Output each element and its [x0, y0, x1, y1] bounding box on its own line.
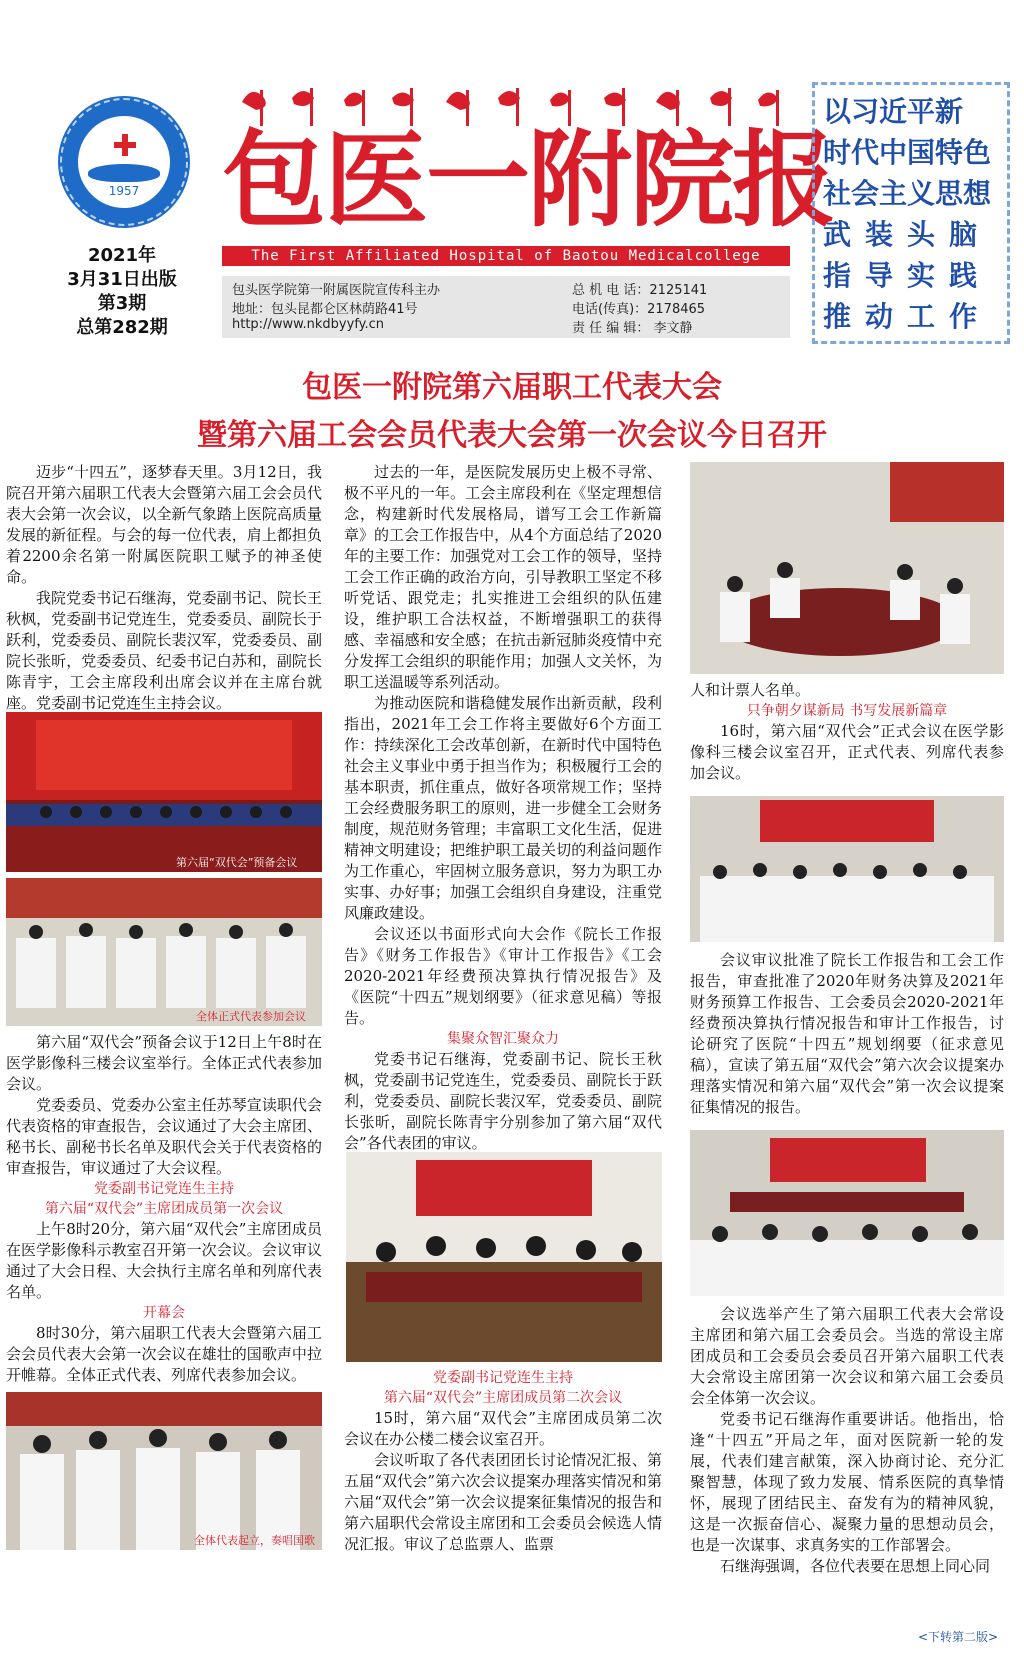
paragraph: 过去的一年，是医院发展历史上极不寻常、极不平凡的一年。工会主席段利在《坚定理想信念，构建新时代发展格局，谱写工会工作新篇章》的工会工作报告中，从4个方面总结了2020年的主要工作：加强党对工会工作的领导，坚持工会工作正确的政治方向，引导教职工坚定不移听党话、跟党走；扎实推进工会组织的队伍建设，维护职工合法权益，不断增强职工的获得感、幸福感和安全感；在抗击新冠肺炎疫情中充分发挥工会组织的职能作用；加强人文关怀，为职工送温暖等系列活动。 — [344, 463, 662, 691]
photo-delegates — [6, 878, 322, 1026]
subheading: 开幕会 — [143, 1305, 185, 1321]
continued-on-page-2-link[interactable]: <下转第二版> — [918, 1630, 999, 1644]
paragraph: 16时，第六届“双代会”正式会议在医学影像科三楼会议室召开，正式代表、列席代表参加会议。 — [690, 722, 1004, 782]
slogan-line: 武装头脑 — [823, 218, 992, 251]
paragraph: 党委书记石继海作重要讲话。他指出，恰逢“十四五”开局之年，面对医院新一轮的发展，代表们建言献策，深入协商讨论、充分汇聚智慧，体现了致力发展、情系医院的真挚情怀，展现了团结民主、奋发有为的精神风貌，这是一次振奋信心、凝聚力量的思想动员会，也是一次谋事、求真务实的工作部署会。 — [690, 1410, 1004, 1554]
subheading: 集聚众智汇聚众力 — [447, 1031, 559, 1047]
column-3-bottom — [690, 1304, 1004, 1577]
subheading: 党委副书记党连生主持 — [94, 1181, 234, 1197]
column-2-top — [344, 462, 662, 1154]
paragraph: 党委委员、党委办公室主任苏琴宣读职代会代表资格的审查报告，会议通过了大会主席团、秘书长、副秘书长名单及职代会关于代表资格的审查报告，审议通过了大会议程。 — [6, 1096, 322, 1177]
photo-election — [690, 1130, 1004, 1296]
paragraph: 为推动医院和谐稳健发展作出新贡献，段利指出，2021年工会工作将主要做好6个方面工作：持续深化工会改革创新，在新时代中国特色社会主义事业中勇于担当作为；积极履行工会的基本职责，抓住重点，做好各项常规工作；坚持工会经费服务职工的原则，进一步健全工会财务制度，规范财务管理；丰富职工文化生活，促进精神文明建设；把维护职工最关切的利益问题作为工作重心，牢固树立服务意识，努力为职工办实事、办好事；加强工会组织自身建设，注重党风廉政建设。 — [344, 694, 662, 922]
headline-line2: 暨第六届工会会员代表大会第一次会议今日召开 — [197, 418, 827, 453]
slogan-line: 社会主义思想 — [823, 177, 992, 210]
issue-number: 第3期 — [97, 293, 147, 314]
paragraph: 人和计票人名单。 — [690, 681, 811, 699]
hospital-logo — [58, 96, 190, 228]
paragraph: 迈步“十四五”，逐梦春天里。3月12日，我院召开第六届职工代表大会暨第六届工会会员代表大会第一次会议，以全新气象踏上医院高质量发展的新征程。与会的每一位代表，肩上都担负着2200余名第一附属医院职工赋予的神圣使命。 — [6, 463, 322, 586]
paragraph: 上午8时20分，第六届“双代会”主席团成员在医学影像科示教室召开第一次会议。会议审议通过了大会日程、大会执行主席名单和列席代表名单。 — [6, 1220, 322, 1301]
column-3-middle — [690, 950, 1004, 1118]
column-3-top — [690, 680, 1004, 784]
headline-line1: 包医一附院第六届职工代表大会 — [302, 370, 722, 405]
masthead-title: 包医一附院报 — [222, 118, 835, 241]
logo-year: 1957 — [108, 184, 140, 198]
subheading: 党委副书记党连生主持 — [433, 1370, 573, 1386]
red-cross-icon — [114, 134, 136, 156]
photo-caption: 全体正式代表参加会议 — [196, 1010, 306, 1023]
photo-image — [346, 1152, 662, 1362]
paragraph: 会议审议批准了院长工作报告和工会工作报告，审查批准了2020年财务决算及2021年财务预算工作报告、工会委员会2020-2021年经费预决算执行情况报告和审计工作报告，讨论研究了医院“十四五”规划纲要（征求意见稿），宣读了第五届“双代会”第六次会议提案办理落实情况和第六届“双代会”第一次会议提案征集情况的报告。 — [690, 951, 1004, 1116]
paragraph: 石继海强调，各位代表要在思想上同心同 — [720, 1557, 991, 1575]
editor-text: 责 任 编 辑： 李文静 — [572, 321, 693, 336]
photo-caption: 第六届“双代会”预备会议 — [176, 856, 298, 869]
issue-total-number: 总第282期 — [76, 317, 168, 338]
photo-preparatory-meeting — [6, 712, 322, 872]
photo-image — [690, 796, 1004, 942]
column-1-middle — [6, 1032, 322, 1386]
column-1-top — [6, 462, 322, 714]
paragraph: 15时，第六届“双代会”主席团成员第二次会议在办公楼二楼会议室召开。 — [344, 1409, 662, 1448]
paragraph: 会议选举产生了第六届职工代表大会常设主席团和第六届工会委员会。当选的常设主席团成员和工会委员会委员召开第六届职工代表大会常设主席团第一次会议和第六届工会委员会全体第一次会议。 — [690, 1305, 1004, 1407]
photo-image — [690, 462, 1004, 674]
slogan-line: 以习近平新 — [823, 95, 964, 128]
paragraph: 党委书记石继海，党委副书记、院长王秋枫，党委副书记党连生，党委委员、副院长于跃利，党委委员、副院长裴汉军，党委委员、副院长张昕，副院长陈青宇分别参加了第六届“双代会”各代表团的审议。 — [344, 1050, 662, 1152]
issue-date-year: 2021年 — [87, 245, 157, 266]
subheading: 只争朝夕谋新局 书写发展新篇章 — [746, 703, 948, 719]
subheading: 第六届“双代会”主席团成员第二次会议 — [383, 1390, 623, 1406]
paragraph: 第六届“双代会”预备会议于12日上午8时在医学影像科三楼会议室举行。全体正式代表参加会议。 — [6, 1033, 322, 1093]
photo-image — [6, 1392, 322, 1550]
photo-delegation-review — [690, 462, 1004, 674]
subheading: 第六届“双代会”主席团成员第一次会议 — [44, 1201, 284, 1217]
slogan-line: 时代中国特色 — [823, 136, 992, 169]
publication-info-box — [222, 276, 790, 338]
website-link[interactable]: http://www.nkdbyyfy.cn — [232, 317, 385, 332]
slogan-line: 指导实践 — [823, 259, 992, 292]
paragraph: 我院党委书记石继海，党委副书记、院长王秋枫，党委副书记党连生，党委委员、副院长于跃利，党委委员、副院长裴汉军，党委委员、副院长张昕，党委委员、纪委书记白苏和，副院长陈青宇，工会主席段利出席会议并在主席台就座。党委副书记党连生主持会议。 — [6, 589, 322, 712]
paragraph: 会议还以书面形式向大会作《院长工作报告》《财务工作报告》《审计工作报告》《工会2020-2021年经费预决算执行情况报告》及《医院“十四五”规划纲要》（征求意见稿）等报告。 — [344, 925, 662, 1027]
address-text: 地址：包头昆都仑区林荫路41号 — [232, 302, 418, 317]
photo-formal-session — [690, 796, 1004, 942]
photo-presidium-meeting — [346, 1152, 662, 1362]
photo-image — [690, 1130, 1004, 1296]
fax-text: 电话(传真)：2178465 — [572, 302, 706, 317]
slogan-box — [812, 82, 1010, 344]
phone-text: 总 机 电 话：2125141 — [572, 283, 708, 298]
photo-image — [6, 712, 322, 872]
issue-info — [46, 244, 198, 340]
column-2-bottom — [344, 1368, 662, 1555]
slogan-line: 推动工作 — [823, 300, 992, 333]
photo-caption: 全体代表起立，奏唱国歌 — [194, 1534, 315, 1547]
publisher-text: 包头医学院第一附属医院宣传科主办 — [232, 283, 441, 298]
issue-date: 3月31日出版 — [67, 269, 177, 290]
english-name-bar: The First Affiliated Hospital of Baotou Medicalcollege — [222, 246, 790, 266]
photo-anthem — [6, 1392, 322, 1550]
paragraph: 会议听取了各代表团团长讨论情况汇报、第五届“双代会”第六次会议提案办理落实情况和第六届“双代会”第一次会议提案征集情况的报告和第六届职代会常设主席团和工会委员会候选人情况汇报。审议了总监票人、监票 — [344, 1451, 662, 1553]
photo-image — [6, 878, 322, 1026]
paragraph: 8时30分，第六届职工代表大会暨第六届工会会员代表大会第一次会议在雄壮的国歌声中拉开帷幕。全体正式代表、列席代表参加会议。 — [6, 1324, 322, 1384]
